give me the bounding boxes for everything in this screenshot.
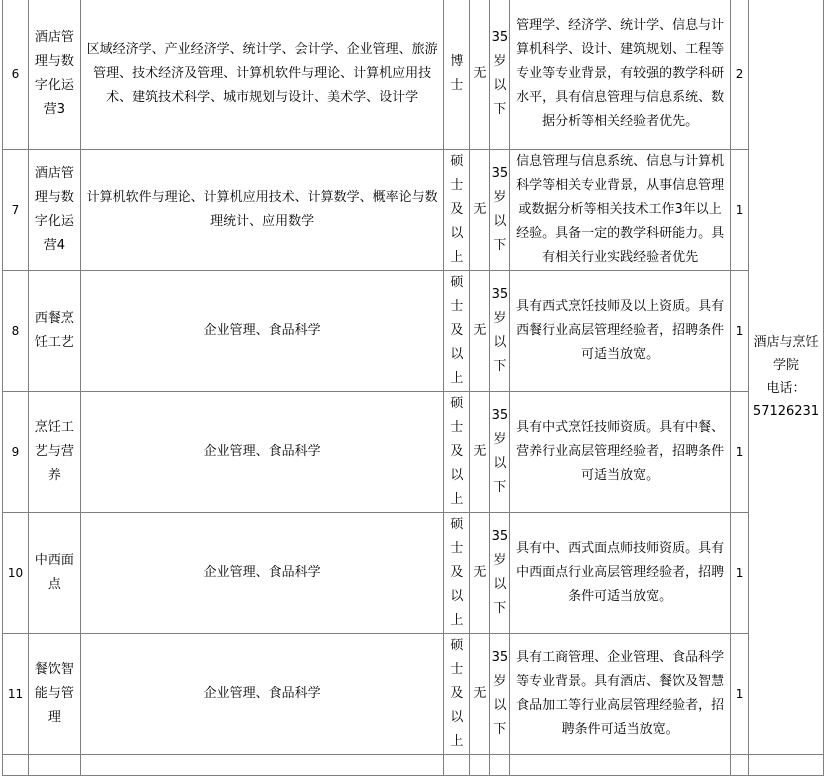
age-requirement: 35岁以下 — [490, 0, 510, 150]
partial-cell — [3, 755, 29, 776]
experience-requirement: 无 — [470, 392, 490, 513]
hiring-count: 1 — [731, 634, 749, 755]
table-row-partial — [3, 755, 824, 776]
major-requirement: 计算机软件与理论、计算机应用技术、计算数学、概率论与数理统计、应用数学 — [80, 150, 443, 271]
table-row — [3, 513, 824, 634]
partial-cell — [80, 755, 443, 776]
hiring-count: 1 — [731, 392, 749, 513]
degree-requirement: 硕士及以上 — [444, 513, 470, 634]
other-requirements: 管理学、经济学、统计学、信息与计算机科学、设计、建筑规划、工程等专业等专业背景，有较强的教学科研水平，具有信息管理与信息系统、数据分析等相关经验者优先。 — [510, 0, 731, 150]
hiring-count: 1 — [731, 150, 749, 271]
degree-requirement: 博士 — [444, 0, 470, 150]
contact-phone-label: 电话： — [766, 380, 806, 396]
row-number: 10 — [3, 513, 29, 634]
experience-requirement: 无 — [470, 513, 490, 634]
hiring-count: 1 — [731, 271, 749, 392]
position-name: 西餐烹饪工艺 — [28, 271, 80, 392]
position-name: 餐饮智能与管理 — [28, 634, 80, 755]
other-requirements: 具有西式烹饪技师及以上资质。具有西餐行业高层管理经验者，招聘条件可适当放宽。 — [510, 271, 731, 392]
degree-requirement: 硕士及以上 — [444, 150, 470, 271]
contact-dept: 酒店与烹饪学院 — [753, 334, 819, 373]
other-requirements: 具有工商管理、企业管理、食品科学等专业背景。具有酒店、餐饮及智慧食品加工等行业高层管理经验者，招聘条件可适当放宽。 — [510, 634, 731, 755]
major-requirement: 区域经济学、产业经济学、统计学、会计学、企业管理、旅游管理、技术经济及管理、计算机软件与理论、计算机应用技术、建筑技术科学、城市规划与设计、美术学、设计学 — [80, 0, 443, 150]
age-requirement: 35岁以下 — [490, 513, 510, 634]
experience-requirement: 无 — [470, 271, 490, 392]
table-row — [3, 271, 824, 392]
other-requirements: 具有中、西式面点师技师资质。具有中西面点行业高层管理经验者，招聘条件可适当放宽。 — [510, 513, 731, 634]
degree-requirement: 硕士及以上 — [444, 634, 470, 755]
hiring-count: 1 — [731, 513, 749, 634]
partial-cell — [510, 755, 731, 776]
table-row — [3, 392, 824, 513]
row-number: 6 — [3, 0, 29, 150]
row-number: 8 — [3, 271, 29, 392]
partial-cell — [731, 755, 749, 776]
major-requirement: 企业管理、食品科学 — [80, 271, 443, 392]
partial-cell — [490, 755, 510, 776]
recruitment-table — [2, 0, 824, 776]
other-requirements: 具有中式烹饪技师资质。具有中餐、营养行业高层管理经验者，招聘条件可适当放宽。 — [510, 392, 731, 513]
age-requirement: 35岁以下 — [490, 150, 510, 271]
degree-requirement: 硕士及以上 — [444, 271, 470, 392]
partial-cell — [749, 755, 824, 776]
major-requirement: 企业管理、食品科学 — [80, 634, 443, 755]
hiring-count: 2 — [731, 0, 749, 150]
age-requirement: 35岁以下 — [490, 271, 510, 392]
row-number: 9 — [3, 392, 29, 513]
experience-requirement: 无 — [470, 0, 490, 150]
position-name: 烹饪工艺与营养 — [28, 392, 80, 513]
experience-requirement: 无 — [470, 634, 490, 755]
position-name: 中西面点 — [28, 513, 80, 634]
partial-cell — [444, 755, 470, 776]
contact-cell — [749, 0, 824, 755]
position-name: 酒店管理与数字化运营3 — [28, 0, 80, 150]
major-requirement: 企业管理、食品科学 — [80, 513, 443, 634]
major-requirement: 企业管理、食品科学 — [80, 392, 443, 513]
position-name: 酒店管理与数字化运营4 — [28, 150, 80, 271]
table-row — [3, 150, 824, 271]
age-requirement: 35岁以下 — [490, 392, 510, 513]
partial-cell — [28, 755, 80, 776]
table-row — [3, 0, 824, 150]
degree-requirement: 硕士及以上 — [444, 392, 470, 513]
table-row — [3, 634, 824, 755]
age-requirement: 35岁以下 — [490, 634, 510, 755]
row-number: 11 — [3, 634, 29, 755]
experience-requirement: 无 — [470, 150, 490, 271]
other-requirements: 信息管理与信息系统、信息与计算机科学等相关专业背景，从事信息管理或数据分析等相关技术工作3年以上经验。具备一定的教学科研能力。具有相关行业实践经验者优先 — [510, 150, 731, 271]
row-number: 7 — [3, 150, 29, 271]
contact-phone: 57126231 — [752, 403, 820, 419]
partial-cell — [470, 755, 490, 776]
